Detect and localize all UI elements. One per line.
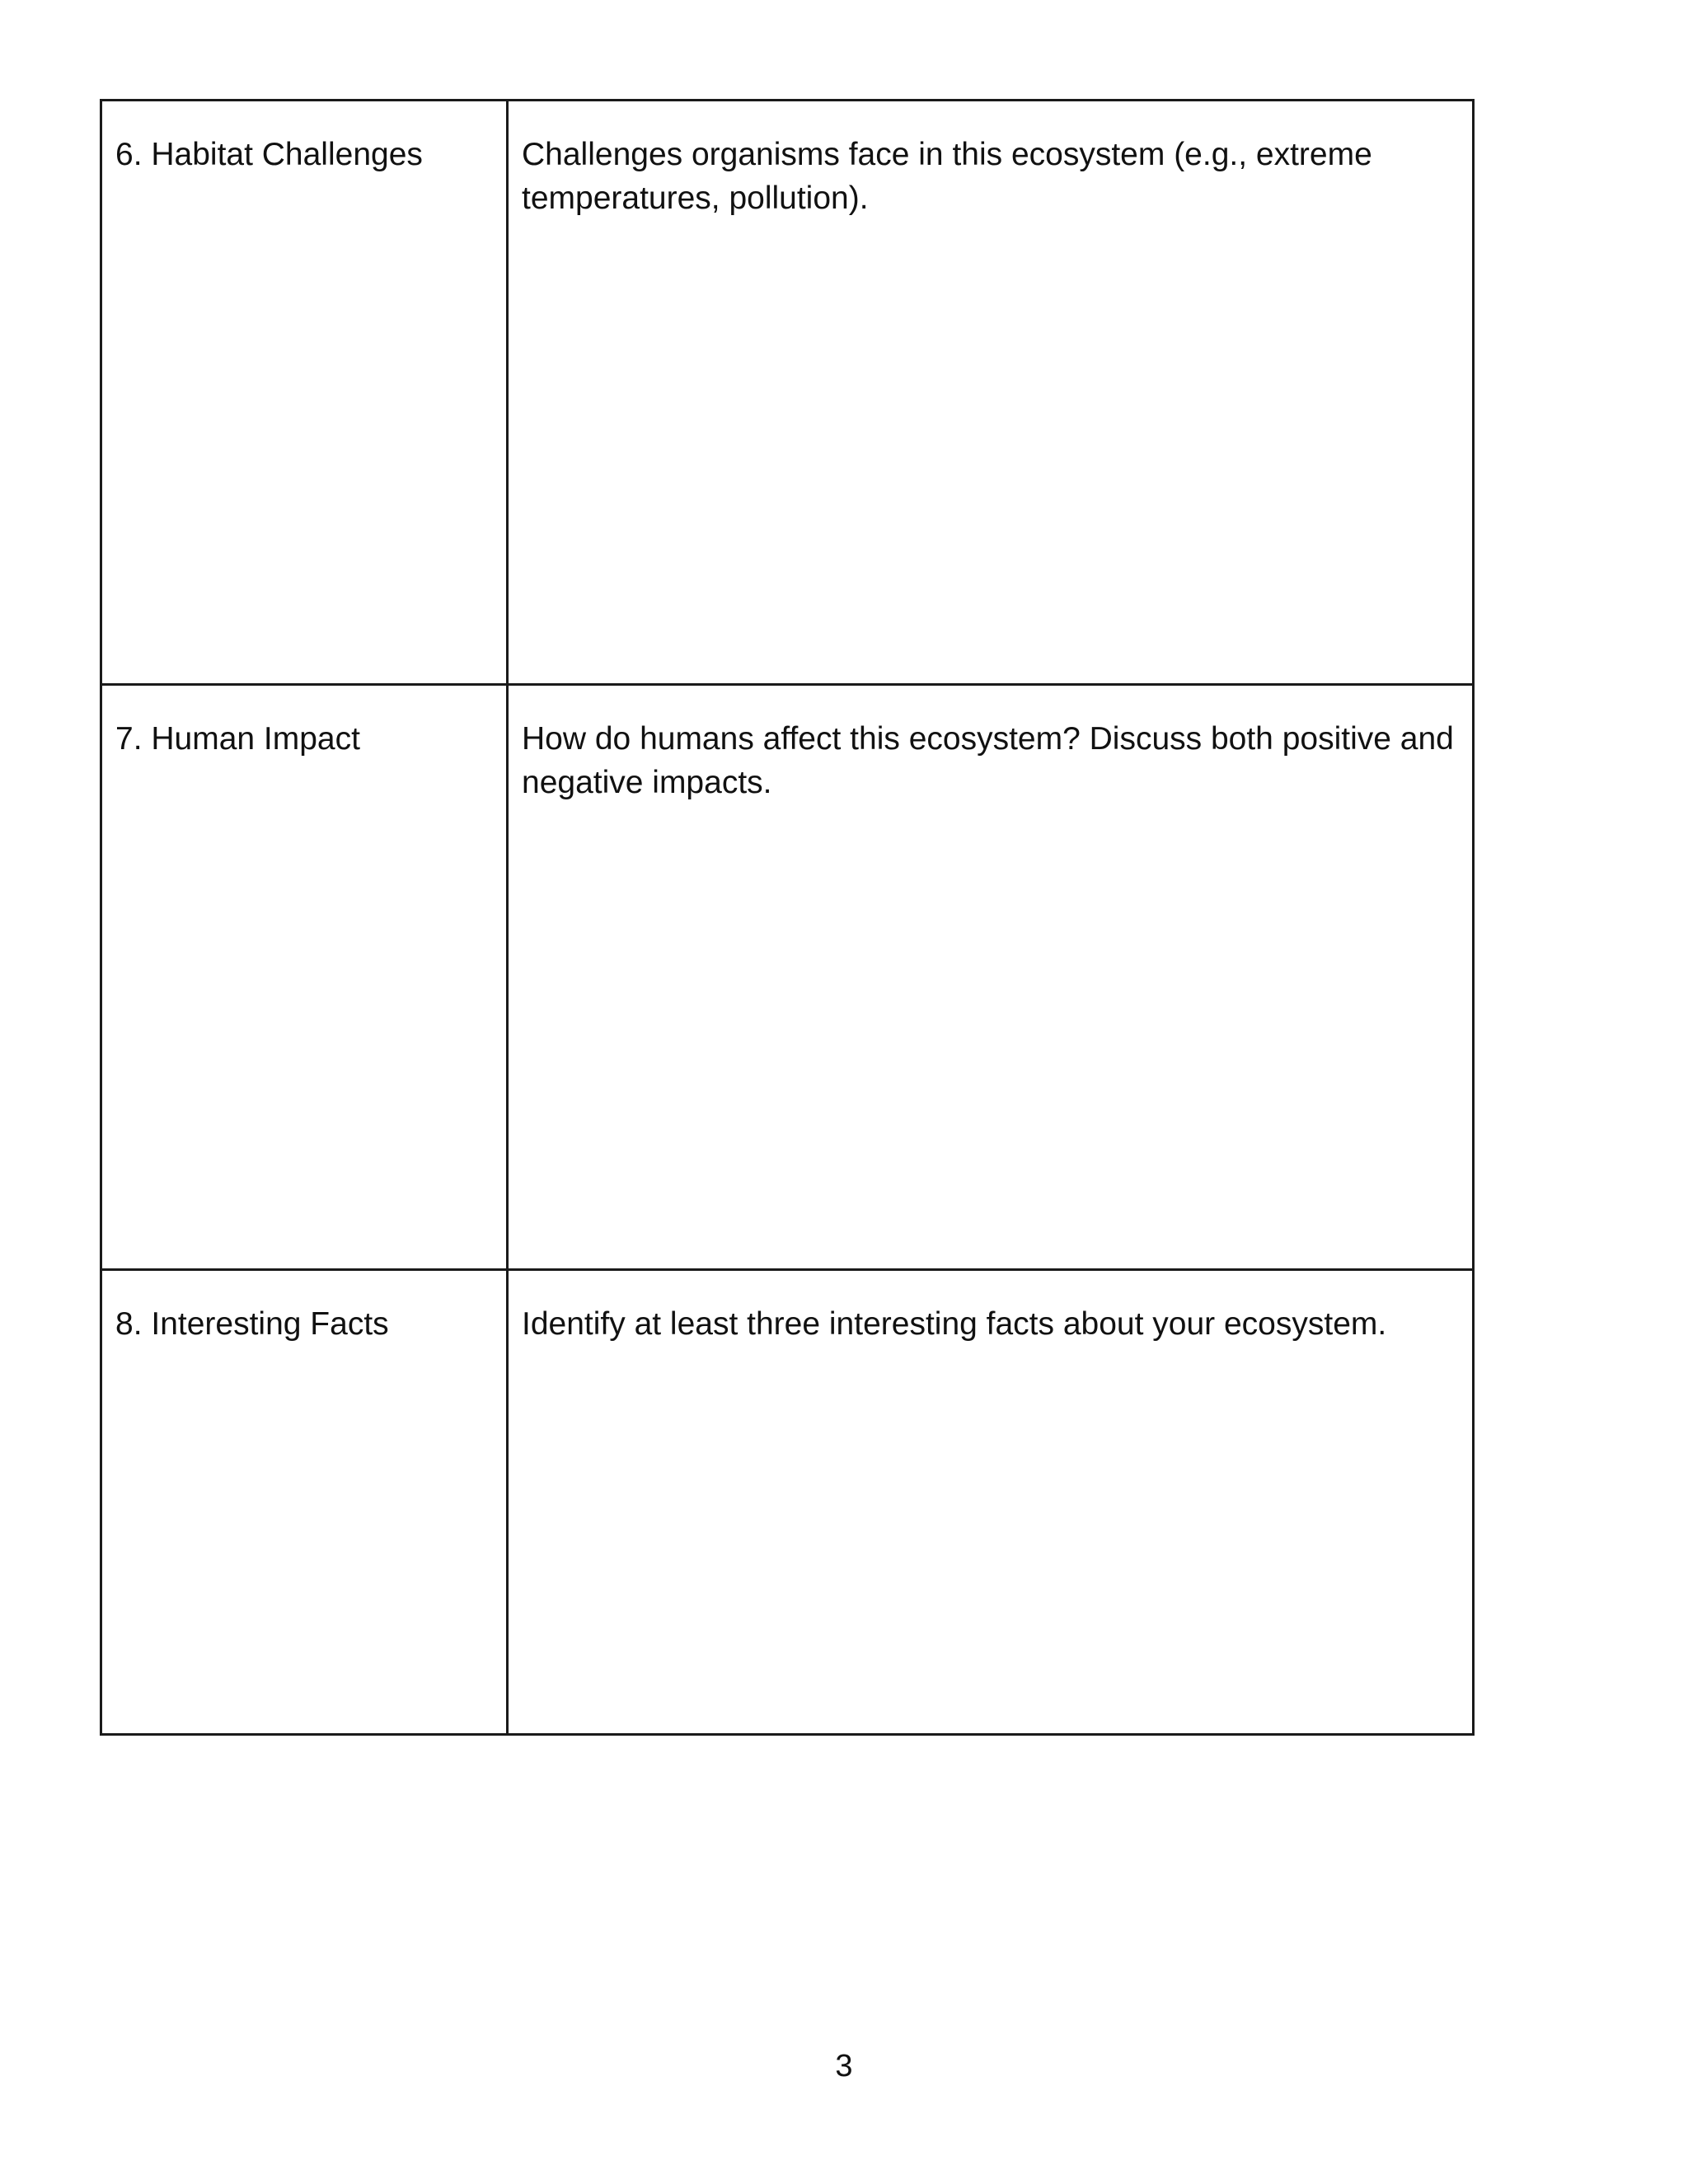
human-impact-prompt[interactable]: How do humans affect this ecosystem? Discuss both positive and negative impacts. xyxy=(508,685,1474,1270)
interesting-facts-label: 8. Interesting Facts xyxy=(101,1270,508,1735)
table-row xyxy=(101,101,1474,685)
worksheet-table xyxy=(100,99,1475,1736)
interesting-facts-prompt[interactable]: Identify at least three interesting facts about your ecosystem. xyxy=(508,1270,1474,1735)
table-row xyxy=(101,685,1474,1270)
habitat-challenges-prompt[interactable]: Challenges organisms face in this ecosystem (e.g., extreme temperatures, pollution). xyxy=(508,101,1474,685)
table-row xyxy=(101,1270,1474,1735)
habitat-challenges-label: 6. Habitat Challenges xyxy=(101,101,508,685)
page-number: 3 xyxy=(835,2049,853,2083)
human-impact-label: 7. Human Impact xyxy=(101,685,508,1270)
